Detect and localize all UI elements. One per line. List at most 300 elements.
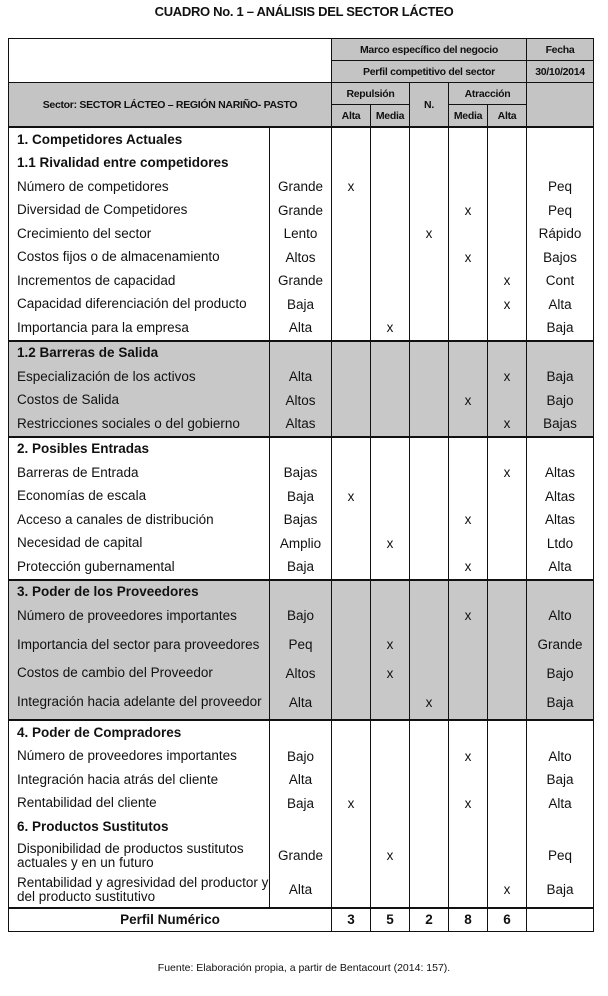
rating-cell [371,127,410,152]
rating-cell [449,461,488,485]
rating-cell [488,555,527,580]
rating-cell [332,745,371,769]
rating-cell: x [371,839,410,873]
right-value: Cont [527,269,594,293]
rep-alta-header: Alta [332,105,371,128]
rating-cell [332,222,371,246]
rating-cell: x [371,316,410,341]
rating-cell: x [371,532,410,556]
factor-label: Número de proveedores importantes [9,745,270,769]
right-value [527,720,594,745]
table-row [9,508,594,532]
right-value: Baja [527,365,594,389]
rating-cell: x [488,293,527,317]
rating-cell [488,604,527,628]
rating-cell [332,580,371,605]
rating-cell [410,792,449,816]
rating-cell [488,720,527,745]
table-title: CUADRO No. 1 – ANÁLISIS DEL SECTOR LÁCTEO [154,4,454,19]
rating-cell: x [410,685,449,720]
table-row [9,412,594,437]
factor-label: Número de proveedores importantes [9,604,270,628]
factor-label: Barreras de Entrada [9,461,270,485]
factor-label: Importancia del sector para proveedores [9,628,270,662]
rating-cell [410,412,449,437]
rating-cell [410,269,449,293]
footer-blank [527,908,594,932]
rating-cell [449,768,488,792]
section-heading-row [9,152,594,176]
rating-cell [371,437,410,462]
rating-cell [410,873,449,908]
table-row [9,628,594,662]
rating-cell [488,127,527,152]
rating-cell [371,461,410,485]
rating-cell: x [449,604,488,628]
section-heading-row [9,815,594,839]
rating-cell [410,628,449,662]
rating-cell [410,246,449,270]
rating-cell [449,222,488,246]
rating-cell [410,316,449,341]
left-value: Grande [270,269,332,293]
section-heading: 4. Poder de Compradores [9,720,270,745]
blank-header-right [527,83,594,128]
rating-cell [410,365,449,389]
section-heading: 1.2 Barreras de Salida [9,341,270,366]
left-value: Baja [270,485,332,509]
left-value [270,580,332,605]
rating-cell [332,365,371,389]
factor-label: Necesidad de capital [9,532,270,556]
blank-header [9,39,332,83]
left-value: Baja [270,792,332,816]
table-row [9,246,594,270]
table-row [9,792,594,816]
left-value [270,720,332,745]
right-value [527,580,594,605]
rating-cell [410,604,449,628]
footer-value: 6 [488,908,527,932]
left-value: Alta [270,873,332,908]
right-value [527,815,594,839]
sector-header: Sector: SECTOR LÁCTEO – REGIÓN NARIÑO- PASTO [9,83,332,128]
rating-cell [410,152,449,176]
factor-label: Protección gubernamental [9,555,270,580]
rating-cell [449,269,488,293]
left-value [270,152,332,176]
right-value: Baja [527,685,594,720]
table-row [9,532,594,556]
rating-cell [449,580,488,605]
rating-cell [332,269,371,293]
rating-cell [332,461,371,485]
rating-cell [410,720,449,745]
table-row [9,389,594,413]
section-heading-row [9,580,594,605]
rating-cell: x [332,175,371,199]
section-heading-row [9,720,594,745]
rating-cell [332,508,371,532]
factor-label: Diversidad de Competidores [9,199,270,223]
rating-cell [371,768,410,792]
factor-label: Crecimiento del sector [9,222,270,246]
rating-cell [488,628,527,662]
rating-cell [488,316,527,341]
rating-cell: x [449,555,488,580]
table-row [9,604,594,628]
rating-cell [371,873,410,908]
rating-cell [332,532,371,556]
fecha-label: Fecha [527,39,594,61]
rating-cell [371,341,410,366]
table-row [9,662,594,686]
rating-cell [332,768,371,792]
rating-cell [449,485,488,509]
factor-label: Restricciones sociales o del gobierno [9,412,270,437]
rating-cell [449,316,488,341]
left-value [270,341,332,366]
left-value: Alta [270,316,332,341]
rating-cell [332,293,371,317]
rating-cell [410,508,449,532]
left-value: Amplio [270,532,332,556]
right-value: Peq [527,175,594,199]
rating-cell [371,745,410,769]
left-value: Altos [270,246,332,270]
perfil-header: Perfil competitivo del sector [332,61,527,83]
section-heading-row [9,127,594,152]
rating-cell [371,508,410,532]
factor-label: Rentabilidad del cliente [9,792,270,816]
rating-cell [332,720,371,745]
rating-cell [488,815,527,839]
repulsion-header: Repulsión [332,83,410,105]
table-section [9,580,594,721]
rating-cell [449,720,488,745]
rep-media-header: Media [371,105,410,128]
rating-cell: x [488,461,527,485]
rating-cell [488,662,527,686]
right-value [527,127,594,152]
rating-cell [410,532,449,556]
rating-cell [488,768,527,792]
table-section [9,341,594,437]
right-value: Baja [527,316,594,341]
rating-cell [332,628,371,662]
rating-cell [410,127,449,152]
left-value: Grande [270,175,332,199]
rating-cell [332,341,371,366]
rating-cell [410,745,449,769]
rating-cell [371,485,410,509]
table-row [9,873,594,908]
atr-media-header: Media [449,105,488,128]
left-value: Altos [270,662,332,686]
rating-cell [371,604,410,628]
rating-cell [332,389,371,413]
table-row [9,175,594,199]
rating-cell [449,175,488,199]
rating-cell [410,293,449,317]
rating-cell [332,839,371,873]
rating-cell: x [371,628,410,662]
rating-cell [332,152,371,176]
footer-value: 3 [332,908,371,932]
rating-cell: x [332,485,371,509]
left-value: Grande [270,839,332,873]
left-value: Bajas [270,461,332,485]
footer-label: Perfil Numérico [9,908,332,932]
rating-cell [371,412,410,437]
rating-cell [488,792,527,816]
rating-cell [371,580,410,605]
rating-cell: x [488,269,527,293]
rating-cell [371,720,410,745]
source-caption: Fuente: Elaboración propia, a partir de Bentacourt (2014: 157). [157,962,451,974]
factor-label: Importancia para la empresa [9,316,270,341]
factor-label: Disponibilidad de productos sustitutos actuales y en un futuro [9,839,270,873]
right-value: Bajo [527,662,594,686]
left-value [270,437,332,462]
right-value: Ltdo [527,532,594,556]
rating-cell [410,839,449,873]
left-value [270,815,332,839]
table-row [9,222,594,246]
section-heading: 1.1 Rivalidad entre competidores [9,152,270,176]
left-value: Bajo [270,604,332,628]
left-value: Grande [270,199,332,223]
footer-value: 2 [410,908,449,932]
factor-label: Incrementos de capacidad [9,269,270,293]
table-row [9,485,594,509]
factor-label: Número de competidores [9,175,270,199]
rating-cell [488,580,527,605]
rating-cell [488,508,527,532]
rating-cell [371,269,410,293]
rating-cell: x [488,412,527,437]
left-value: Peq [270,628,332,662]
rating-cell [371,365,410,389]
rating-cell [488,222,527,246]
rating-cell [410,341,449,366]
left-value: Altas [270,412,332,437]
table-row [9,685,594,720]
rating-cell [371,246,410,270]
left-value: Alta [270,365,332,389]
rating-cell [449,293,488,317]
rating-cell [332,127,371,152]
right-value: Alto [527,745,594,769]
rating-cell [449,437,488,462]
factor-label: Costos fijos o de almacenamiento [9,246,270,270]
right-value: Alta [527,293,594,317]
rating-cell [371,293,410,317]
factor-label: Costos de Salida [9,389,270,413]
right-value: Rápido [527,222,594,246]
section-heading: 3. Poder de los Proveedores [9,580,270,605]
table-row [9,199,594,223]
section-heading-row [9,341,594,366]
rating-cell [332,199,371,223]
left-value: Alta [270,768,332,792]
right-value: Peq [527,839,594,873]
right-value: Baja [527,873,594,908]
rating-cell [449,532,488,556]
rating-cell [371,152,410,176]
right-value: Bajas [527,412,594,437]
rating-cell [332,246,371,270]
rating-cell: x [449,199,488,223]
factor-label: Economías de escala [9,485,270,509]
rating-cell [410,175,449,199]
rating-cell [332,555,371,580]
right-value: Bajo [527,389,594,413]
factor-label: Rentabilidad y agresividad del productor y del producto sustitutivo [9,873,270,908]
left-value: Bajas [270,508,332,532]
rating-cell [371,815,410,839]
table-row [9,269,594,293]
rating-cell [449,662,488,686]
rating-cell [371,792,410,816]
right-value: Grande [527,628,594,662]
rating-cell [332,662,371,686]
rating-cell [410,389,449,413]
rating-cell [488,745,527,769]
rating-cell [410,437,449,462]
marco-header: Marco específico del negocio [332,39,527,61]
rating-cell [332,685,371,720]
table-row [9,316,594,341]
rating-cell [371,389,410,413]
factor-label: Costos de cambio del Proveedor [9,662,270,686]
table-row [9,768,594,792]
right-value [527,437,594,462]
section-heading: 1. Competidores Actuales [9,127,270,152]
table-section [9,127,594,341]
right-value [527,341,594,366]
rating-cell [410,768,449,792]
rating-cell [449,815,488,839]
rating-cell [488,175,527,199]
rating-cell [488,685,527,720]
rating-cell: x [449,792,488,816]
neutral-header: N. [410,83,449,128]
factor-label: Especialización de los activos [9,365,270,389]
rating-cell [371,199,410,223]
rating-cell [449,127,488,152]
rating-cell [332,873,371,908]
rating-cell: x [488,873,527,908]
footer-value: 5 [371,908,410,932]
right-value: Bajos [527,246,594,270]
fecha-value: 30/10/2014 [527,61,594,83]
section-heading: 6. Productos Sustitutos [9,815,270,839]
rating-cell [449,152,488,176]
table-row [9,293,594,317]
right-value: Alta [527,555,594,580]
rating-cell [410,199,449,223]
rating-cell [449,839,488,873]
right-value: Altas [527,508,594,532]
left-value: Lento [270,222,332,246]
sector-analysis-table [8,38,594,932]
rating-cell [371,555,410,580]
rating-cell [488,199,527,223]
rating-cell [332,316,371,341]
right-value: Alto [527,604,594,628]
table-section [9,437,594,580]
factor-label: Integración hacia adelante del proveedor [9,685,270,720]
rating-cell: x [488,365,527,389]
rating-cell [488,485,527,509]
rating-cell [410,662,449,686]
rating-cell: x [449,745,488,769]
rating-cell [410,555,449,580]
rating-cell [488,341,527,366]
right-value: Baja [527,768,594,792]
rating-cell [371,175,410,199]
table-section [9,720,594,908]
rating-cell [488,532,527,556]
footer-row [9,908,594,932]
rating-cell [449,341,488,366]
section-heading: 2. Posibles Entradas [9,437,270,462]
right-value [527,152,594,176]
factor-label: Capacidad diferenciación del producto [9,293,270,317]
left-value: Baja [270,293,332,317]
atr-alta-header: Alta [488,105,527,128]
rating-cell [449,685,488,720]
table-row [9,365,594,389]
rating-cell: x [332,792,371,816]
right-value: Alta [527,792,594,816]
table-row [9,745,594,769]
rating-cell [410,485,449,509]
rating-cell [488,389,527,413]
rating-cell [488,437,527,462]
rating-cell: x [449,246,488,270]
left-value: Baja [270,555,332,580]
rating-cell [449,412,488,437]
rating-cell: x [371,662,410,686]
rating-cell [488,152,527,176]
left-value: Alta [270,685,332,720]
right-value: Peq [527,199,594,223]
rating-cell [332,412,371,437]
table-row [9,461,594,485]
rating-cell [449,873,488,908]
rating-cell [332,437,371,462]
rating-cell [371,222,410,246]
rating-cell: x [449,389,488,413]
rating-cell [410,815,449,839]
left-value [270,127,332,152]
rating-cell [449,628,488,662]
rating-cell [410,461,449,485]
rating-cell [332,604,371,628]
table-row [9,839,594,873]
factor-label: Acceso a canales de distribución [9,508,270,532]
table-row [9,555,594,580]
rating-cell [410,580,449,605]
left-value: Bajo [270,745,332,769]
rating-cell [449,365,488,389]
rating-cell [488,839,527,873]
section-heading-row [9,437,594,462]
right-value: Altas [527,485,594,509]
rating-cell [488,246,527,270]
